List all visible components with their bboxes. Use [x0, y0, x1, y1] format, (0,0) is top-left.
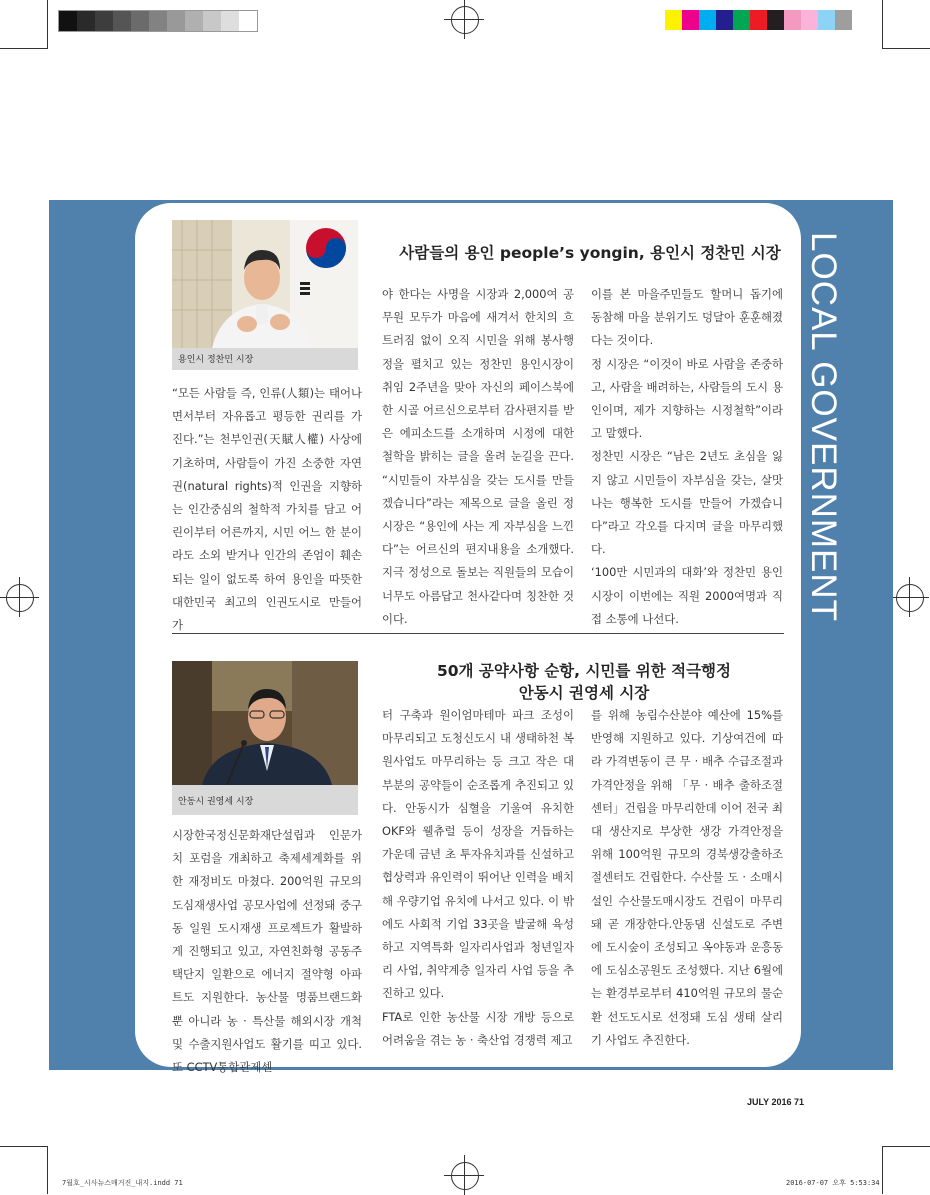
mayor-andong-photo [172, 661, 358, 785]
photo-caption: 안동시 권영세 시장 [178, 797, 254, 807]
article-heading [382, 660, 786, 704]
article-column [382, 704, 574, 1052]
paragraph: 정찬민 시장은 “남은 2년도 초심을 잃지 않고 시민들이 자부심을 갖는, 살맛 나는 행복한 도시를 만들어 가겠습니다”라고 각오를 다지며 글을 마무리했다. [591, 449, 783, 557]
crop-mark [47, 1146, 48, 1194]
paragraph: 정 시장은 “이것이 바로 사람을 존중하고, 사람을 배려하는, 사람들의 도시 용인이며, 제가 지향하는 시정철학”이라고 말했다. [591, 356, 783, 441]
article-column [382, 283, 574, 631]
color-swatch [835, 10, 852, 30]
gray-swatch [95, 11, 113, 31]
registration-mark [6, 584, 34, 612]
registration-mark [896, 584, 924, 612]
color-swatch [784, 10, 801, 30]
color-swatch [750, 10, 767, 30]
crop-mark [882, 1146, 930, 1147]
color-swatch [682, 10, 699, 30]
color-swatch [716, 10, 733, 30]
photo-caption: 용인시 정찬민 시장 [178, 355, 254, 365]
registration-mark [451, 1162, 479, 1190]
crop-mark [882, 48, 930, 49]
color-swatch [767, 10, 784, 30]
paragraph: FTA로 인한 농산물 시장 개방 등으로 어려움을 겪는 농 · 축산업 경쟁력 제고 [382, 1009, 574, 1047]
gray-swatch [185, 11, 203, 31]
mayor-yongin-photo [172, 220, 358, 348]
crop-mark [0, 1146, 48, 1147]
section-title: LOCAL GOVERNMENT [804, 232, 843, 623]
paragraph: 이를 본 마을주민들도 할머니 돕기에 동참해 마을 분위기도 덩달아 훈훈해졌다는 것이다. [591, 287, 783, 348]
paragraph: “모든 사람들 즉, 인류(人類)는 태어나면서부터 자유롭고 평등한 권리를 가진다.”는 천부인권(天賦人權) 사상에 기초하며, 사람들이 가진 소중한 자연권(natural rights)적 인권을 지향하는 인간중심의 철학적 가치를 담고 어린이부터 어른까지, 시민 어느 한 분이라도 소외 받거나 인간의 존엄이 훼손되는 일이 없도록 하여 용인을 따뜻한 대한민국 최고의 인권도시로 만들어 가 [172, 386, 362, 633]
article-column [172, 382, 362, 637]
cmyk-color-bar [665, 10, 852, 30]
gray-swatch [149, 11, 167, 31]
gray-swatch [167, 11, 185, 31]
article-column [591, 704, 783, 1052]
timestamp-slug: 2016-07-07 오후 5:53:34 [786, 1179, 880, 1187]
article-heading-line: 안동시 권영세 시장 [518, 684, 650, 702]
color-swatch [733, 10, 750, 30]
gray-swatch [131, 11, 149, 31]
paragraph: 터 구축과 원이엄마테마 파크 조성이 마무리되고 도청신도시 내 생태하천 복원사업도 마무리하는 등 크고 작은 대부분의 공약들이 순조롭게 추진되고 있다. 안동시가 심혈을 기울여 유치한 OKF와 웰츄럴 등이 성장을 거듭하는 가운데 금년 초 투자유치과를 신설하고 협상력과 유인력이 뛰어난 인력을 배치해 우량기업 유치에 나서고 있다. 이 밖에도 사회적 기업 33곳을 발굴해 육성하고 지역특화 일자리사업과 청년일자리 사업, 취약계층 일자리 사업 등을 추진하고 있다. [382, 708, 574, 1001]
paragraph: 야 한다는 사명을 시장과 2,000여 공무원 모두가 마음에 새겨서 한치의 흐트러짐 없이 오직 시민을 위해 봉사행정을 펼치고 있는 정찬민 용인시장이 취임 2주년을 맞아 자신의 페이스북에 한 시골 어르신으로부터 감사편지를 받은 에피소드를 소개하며 시정에 대한 철학을 밝히는 글을 올려 눈길을 끈다. “시민들이 자부심을 갖는 도시를 만들겠습니다”라는 제목으로 글을 올린 정 시장은 “용인에 사는 게 자부심을 느낀다”는 어르신의 편지내용을 소개했다. 지극 정성으로 돌보는 직원들의 모습이 너무도 아름답고 천사같다며 칭찬한 것이다. [382, 287, 574, 626]
paragraph: 를 위해 농림수산분야 예산에 15%를 반영해 지원하고 있다. 기상여건에 따라 가격변동이 큰 무 · 배추 수급조절과 가격안정을 위해 「무 · 배추 출하조절센터」건립을 마무리한데 이어 전국 최대 생산지로 부상한 생강 가격안정을 위해 100억원 규모의 경북생강출하조절센터도 건립한다. 수산물 도 · 소매시설인 수산물도매시장도 건립이 마무리돼 곧 개장한다.안동댐 신설도로 주변에 도시숲이 조성되고 옥야동과 운흥동에 도심소공원도 조성했다. 지난 6월에는 환경부로부터 410억원 규모의 물순환 선도도시로 선정돼 도심 생태 살리기 사업도 추진한다. [591, 708, 783, 1047]
color-swatch [665, 10, 682, 30]
paragraph: ‘100만 시민과의 대화’와 정찬민 용인시장이 이번에는 직원 2000여명과 직접 소통에 나선다. [591, 565, 783, 626]
gray-swatch [59, 11, 77, 31]
file-slug: 7월호_시사뉴스매거진_내지.indd 71 [62, 1179, 183, 1187]
crop-mark [882, 0, 883, 48]
article-heading: 사람들의 용인 people’s yongin, 용인시 정찬민 시장 [399, 244, 781, 262]
crop-mark [882, 1146, 883, 1194]
gray-swatch [221, 11, 239, 31]
color-swatch [801, 10, 818, 30]
registration-mark [451, 6, 479, 34]
article-heading-line: 50개 공약사항 순항, 시민를 위한 적극행정 [436, 662, 731, 680]
section-title-vertical [803, 232, 847, 632]
gray-swatch [203, 11, 221, 31]
article-column [172, 824, 362, 1079]
gray-swatch [113, 11, 131, 31]
article-divider [172, 633, 784, 634]
color-swatch [818, 10, 835, 30]
gray-swatch [239, 11, 257, 31]
article-column [591, 283, 783, 631]
color-swatch [699, 10, 716, 30]
crop-mark [0, 48, 48, 49]
crop-mark [47, 0, 48, 48]
page-number: JULY 2016 71 [747, 1097, 805, 1107]
gray-swatch [77, 11, 95, 31]
gray-ramp-bar [58, 10, 258, 32]
paragraph: 시장한국정신문화재단설립과 인문가치 포럼을 개최하고 축제세계화를 위한 재정비도 마쳤다. 200억원 규모의 도심재생사업 공모사업에 선정돼 중구동 일원 도시재생 프로젝트가 활발하게 진행되고 있고, 자연친화형 공동주택단지 일환으로 에너지 절약형 아파트도 지원한다. 농산물 명품브랜드화 뿐 아니라 농 · 특산물 해외시장 개척 및 수출지원사업도 활기를 띠고 있다. 또 CCTV통합관제센 [172, 828, 362, 1075]
